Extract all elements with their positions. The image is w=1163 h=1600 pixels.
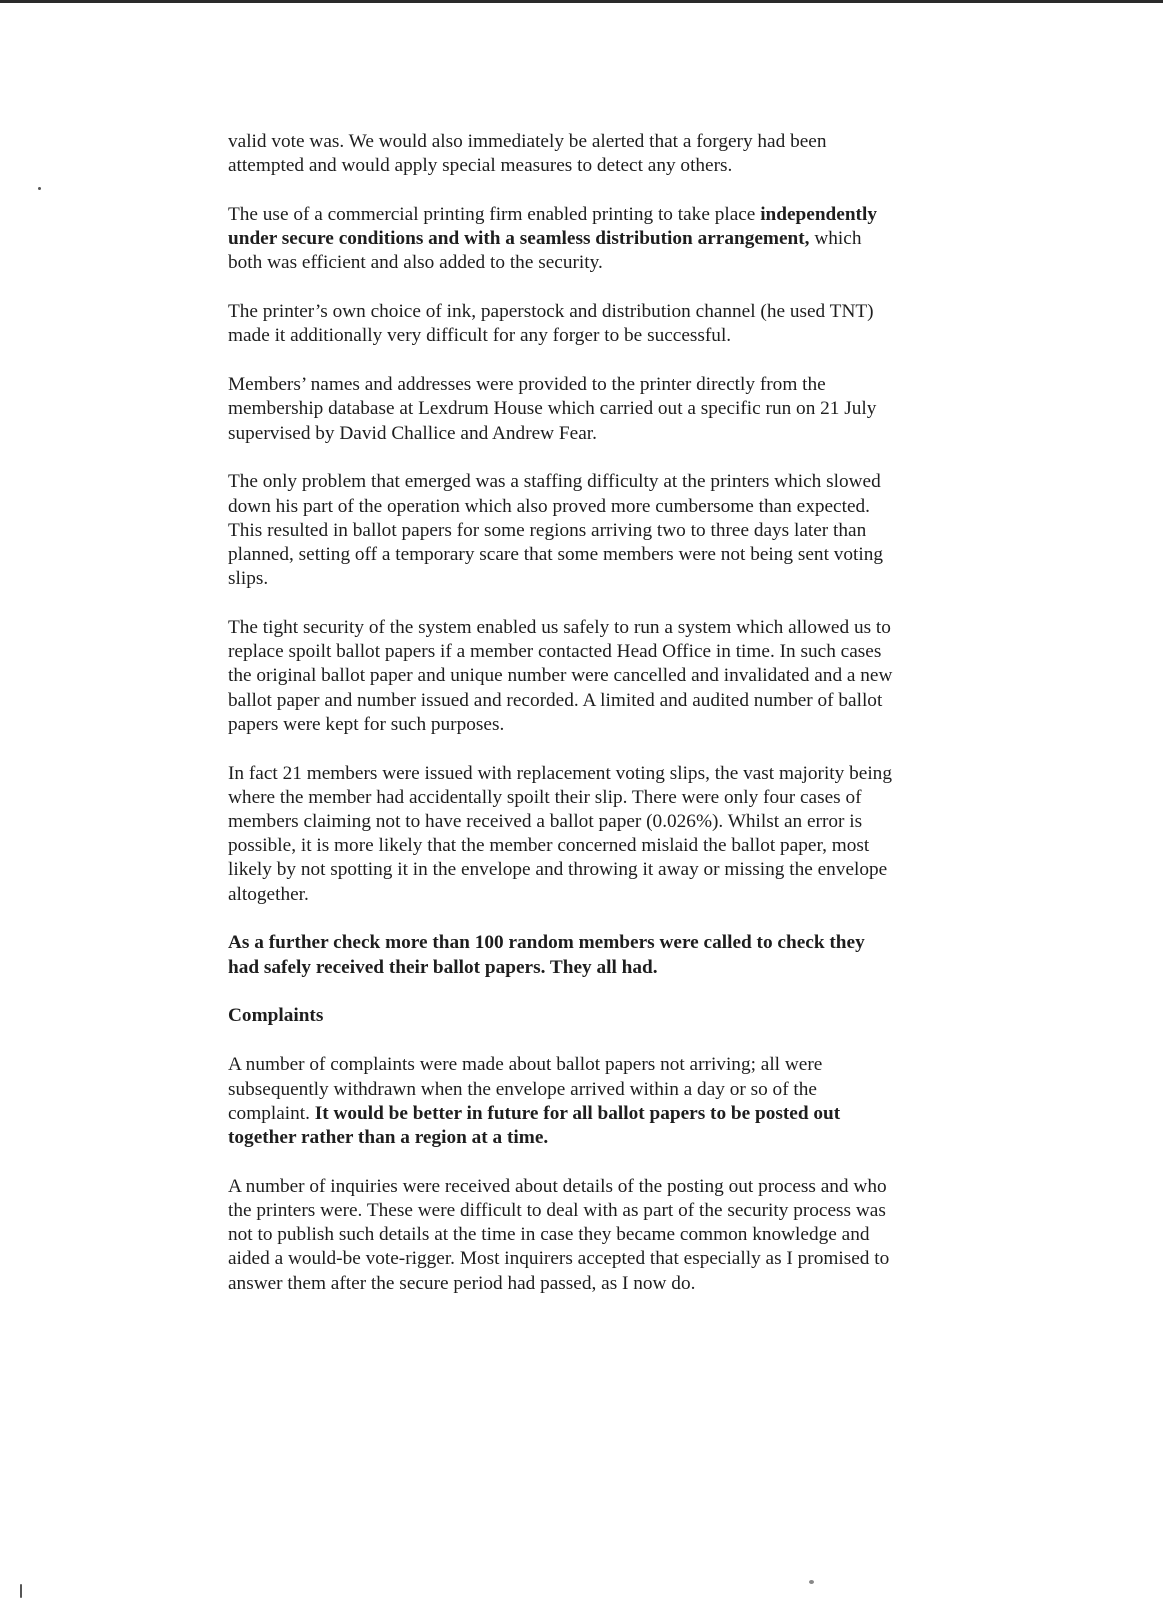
text-line	[228, 664, 988, 688]
text-line	[228, 1004, 988, 1028]
text-run: replace spoilt ballot papers if a member contacted Head Office in time. In such cases	[228, 641, 882, 663]
paragraph	[228, 300, 988, 348]
text-run: the printers were. These were difficult to deal with as part of the security process was	[228, 1200, 886, 1222]
text-line	[228, 1175, 988, 1199]
paragraph	[228, 203, 988, 276]
paragraph	[228, 1175, 988, 1296]
text-run: subsequently withdrawn when the envelope arrived within a day or so of the	[228, 1078, 817, 1100]
scan-top-edge	[0, 0, 1163, 3]
bold-text: together rather than a region at a time.	[228, 1127, 549, 1149]
text-run: complaint.	[228, 1102, 315, 1124]
text-line	[228, 956, 988, 980]
text-line	[228, 130, 988, 154]
text-run: the original ballot paper and unique number were cancelled and invalidated and a new	[228, 665, 893, 687]
text-line	[228, 470, 988, 494]
text-run: A number of inquiries were received about details of the posting out process and who	[228, 1175, 887, 1197]
text-run: aided a would-be vote-rigger. Most inquirers accepted that especially as I promised to	[228, 1248, 890, 1270]
text-run: Members’ names and addresses were provided to the printer directly from the	[228, 374, 826, 396]
text-run: The use of a commercial printing firm enabled printing to take place	[228, 204, 761, 225]
text-run: The tight security of the system enabled us safely to run a system which allowed us to	[228, 617, 891, 639]
text-line	[228, 713, 988, 737]
text-line	[228, 373, 988, 397]
paragraph	[228, 1053, 988, 1150]
text-line	[228, 1272, 988, 1296]
text-line	[228, 543, 988, 567]
text-run: planned, setting off a temporary scare that some members were not being sent voting	[228, 544, 884, 566]
text-line	[228, 616, 988, 640]
text-line	[228, 227, 988, 251]
text-run: valid vote was. We would also immediately be alerted that a forgery had been	[228, 131, 827, 152]
paragraph	[228, 130, 988, 178]
text-run: This resulted in ballot papers for some regions arriving two to three days later than	[228, 519, 867, 541]
text-run: likely by not spotting it in the envelope and throwing it away or missing the envelope	[228, 859, 888, 881]
text-run: where the member had accidentally spoilt their slip. There were only four cases of	[228, 786, 862, 808]
bold-text: Complaints	[228, 1005, 324, 1027]
text-line	[228, 834, 988, 858]
text-run: The printer’s own choice of ink, paperstock and distribution channel (he used TNT)	[228, 301, 874, 323]
text-run: membership database at Lexdrum House which carried out a specific run on 21 July	[228, 398, 877, 420]
paragraph	[228, 931, 988, 979]
text-run: answer them after the secure period had passed, as I now do.	[228, 1272, 696, 1294]
text-line	[228, 154, 988, 178]
text-line	[228, 251, 988, 275]
paragraph	[228, 373, 988, 446]
bold-text: independently	[760, 204, 877, 225]
bold-text: It would be better in future for all ballot papers to be posted out	[314, 1102, 841, 1124]
text-run: members claiming not to have received a ballot paper (0.026%). Whilst an error is	[228, 811, 863, 833]
text-line	[228, 931, 988, 955]
text-line	[228, 203, 988, 227]
scan-speck	[20, 1584, 22, 1598]
text-line	[228, 567, 988, 591]
text-line	[228, 324, 988, 348]
text-run: attempted and would apply special measures to detect any others.	[228, 155, 733, 177]
text-line	[228, 1199, 988, 1223]
text-run: made it additionally very difficult for any forger to be successful.	[228, 325, 732, 347]
paragraph	[228, 470, 988, 591]
text-run: ballot paper and number issued and recorded. A limited and audited number of ballot	[228, 689, 883, 711]
text-line	[228, 1223, 988, 1247]
text-line	[228, 1078, 988, 1102]
text-run: altogether.	[228, 883, 309, 905]
paragraph	[228, 762, 988, 907]
text-line	[228, 786, 988, 810]
text-line	[228, 1102, 988, 1126]
text-run: slips.	[228, 568, 269, 590]
text-line	[228, 689, 988, 713]
section-heading	[228, 1004, 988, 1028]
text-line	[228, 495, 988, 519]
text-line	[228, 640, 988, 664]
text-run: not to publish such details at the time in case they became common knowledge and	[228, 1224, 870, 1246]
text-line	[228, 883, 988, 907]
text-run: In fact 21 members were issued with replacement voting slips, the vast majority being	[228, 762, 892, 784]
text-line	[228, 422, 988, 446]
bold-text: As a further check more than 100 random members were called to check they	[228, 932, 865, 954]
text-run: supervised by David Challice and Andrew Fear.	[228, 422, 597, 444]
text-run: possible, it is more likely that the member concerned mislaid the ballot paper, most	[228, 835, 870, 857]
scan-speck	[809, 1580, 814, 1584]
text-run: down his part of the operation which also proved more cumbersome than expected.	[228, 495, 870, 517]
text-run: both was efficient and also added to the security.	[228, 252, 603, 274]
text-line	[228, 858, 988, 882]
text-line	[228, 1247, 988, 1271]
bold-text: had safely received their ballot papers. They all had.	[228, 956, 658, 978]
text-line	[228, 519, 988, 543]
text-line	[228, 1126, 988, 1150]
text-run: papers were kept for such purposes.	[228, 713, 505, 735]
text-line	[228, 397, 988, 421]
text-run: The only problem that emerged was a staffing difficulty at the printers which slowed	[228, 471, 881, 493]
text-line	[228, 810, 988, 834]
text-line	[228, 762, 988, 786]
document-body	[228, 130, 988, 1320]
text-run: which	[809, 228, 862, 250]
text-line	[228, 1053, 988, 1077]
text-line	[228, 300, 988, 324]
paragraph	[228, 616, 988, 737]
scan-speck	[38, 187, 41, 190]
text-run: A number of complaints were made about ballot papers not arriving; all were	[228, 1054, 823, 1076]
bold-text: under secure conditions and with a seamless distribution arrangement,	[228, 228, 810, 250]
